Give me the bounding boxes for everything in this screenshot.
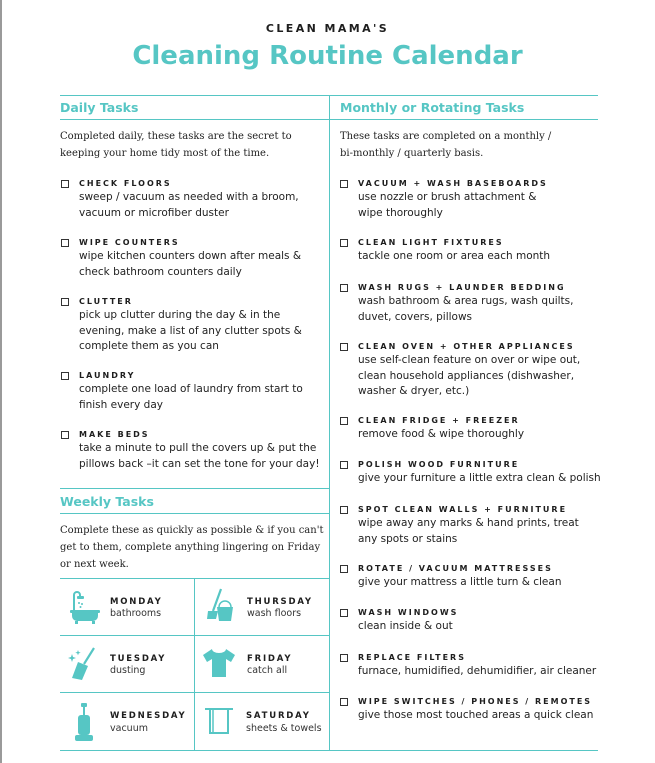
- checkbox[interactable]: [340, 180, 348, 188]
- task-line: take a minute to pull the covers up & put the: [79, 442, 317, 454]
- weekly-task: sheets & towels: [246, 723, 322, 734]
- checkbox[interactable]: [61, 180, 69, 188]
- weekly-day: MONDAY: [110, 597, 163, 607]
- divider-bottom: [60, 750, 598, 751]
- shirt-icon: [201, 646, 237, 680]
- weekly-task: vacuum: [110, 723, 148, 734]
- weekly-day: SATURDAY: [246, 711, 311, 721]
- task-line: give those most touched areas a quick clean: [358, 709, 594, 721]
- task-name: SPOT CLEAN WALLS + FURNITURE: [358, 505, 568, 514]
- weekly-cell-tuesday: [60, 636, 194, 692]
- task-line: remove food & wipe thoroughly: [358, 428, 525, 440]
- task-name: LAUNDRY: [79, 371, 136, 380]
- daily-intro-line: keeping your home tidy most of the time.: [60, 148, 270, 159]
- weekly-cell-wednesday: [60, 693, 194, 750]
- task-line: tackle one room or area each month: [358, 250, 551, 262]
- task-line: wipe away any marks & hand prints, treat: [358, 517, 579, 529]
- task-line: evening, make a list of any clutter spots &: [79, 324, 302, 337]
- bathtub-icon: [68, 589, 102, 625]
- task-line: check bathroom counters daily: [79, 265, 242, 278]
- task-line: complete them as you can: [79, 340, 219, 352]
- task-line: washer & dryer, etc.): [358, 385, 470, 397]
- task-name: POLISH WOOD FURNITURE: [358, 460, 520, 469]
- checkbox[interactable]: [340, 461, 348, 469]
- checkbox[interactable]: [61, 431, 69, 439]
- task-description: [358, 427, 524, 443]
- task-description: [358, 249, 550, 265]
- task-description: [79, 441, 320, 472]
- mop-bucket-icon: [201, 587, 237, 627]
- task-name: CLUTTER: [79, 297, 133, 306]
- checkbox[interactable]: [340, 506, 348, 514]
- vacuum-icon: [70, 701, 98, 745]
- task-description: [358, 294, 573, 325]
- weekly-intro-line: get to them, complete anything lingering on Friday: [60, 542, 321, 553]
- task-name: MAKE BEDS: [79, 430, 150, 439]
- divider-weekly-heading: [60, 513, 329, 514]
- checkbox[interactable]: [340, 343, 348, 351]
- task-description: [358, 664, 596, 680]
- task-line: use self-clean feature on over or wipe out,: [358, 354, 581, 366]
- monthly-intro-line: bi-monthly / quarterly basis.: [340, 148, 484, 159]
- task-description: [358, 708, 593, 724]
- task-description: [79, 249, 301, 280]
- task-description: [358, 619, 453, 635]
- task-line: any spots or stains: [358, 532, 458, 545]
- weekly-day: TUESDAY: [110, 654, 167, 664]
- task-description: [358, 353, 580, 400]
- task-line: duvet, covers, pillows: [358, 310, 473, 323]
- task-name: WASH WINDOWS: [358, 608, 459, 617]
- checkbox[interactable]: [340, 417, 348, 425]
- task-line: complete one load of laundry from start to: [79, 383, 303, 395]
- task-name: WIPE SWITCHES / PHONES / REMOTES: [358, 697, 593, 706]
- checkbox[interactable]: [340, 239, 348, 247]
- task-name: VACUUM + WASH BASEBOARDS: [358, 179, 548, 188]
- checkbox[interactable]: [61, 239, 69, 247]
- task-line: pillows back –it can set the tone for your day!: [79, 457, 320, 470]
- task-line: wash bathroom & area rugs, wash quilts,: [358, 295, 574, 307]
- divider-column: [329, 95, 330, 750]
- task-line: give your furniture a little extra clean & polish: [358, 472, 601, 484]
- task-line: furnace, humidified, dehumidifier, air cleaner: [358, 665, 597, 677]
- checkbox[interactable]: [340, 609, 348, 617]
- weekly-intro-line: or next week.: [60, 559, 129, 570]
- divider-weekly-top: [60, 488, 329, 489]
- checkbox[interactable]: [340, 698, 348, 706]
- task-name: WIPE COUNTERS: [79, 238, 180, 247]
- task-description: [79, 190, 299, 221]
- weekly-task: wash floors: [247, 608, 302, 619]
- checkbox[interactable]: [61, 372, 69, 380]
- towel-icon: [203, 705, 235, 737]
- task-description: [358, 516, 579, 547]
- brand-name: CLEAN MAMA'S: [265, 22, 390, 35]
- task-name: CHECK FLOORS: [79, 179, 172, 188]
- weekly-day: FRIDAY: [247, 654, 293, 664]
- duster-icon: [66, 644, 102, 684]
- weekly-task: dusting: [110, 665, 146, 676]
- task-description: [79, 382, 303, 413]
- weekly-intro-line: Complete these as quickly as possible & if you can't: [60, 525, 324, 536]
- task-line: finish every day: [79, 398, 163, 411]
- task-name: REPLACE FILTERS: [358, 653, 466, 662]
- weekly-cell-monday: [60, 579, 194, 635]
- task-line: clean inside & out: [358, 620, 453, 632]
- daily-intro: [60, 128, 292, 162]
- task-name: CLEAN LIGHT FIXTURES: [358, 238, 504, 247]
- task-description: [358, 575, 561, 591]
- task-line: wipe thoroughly: [358, 206, 443, 219]
- task-description: [79, 308, 302, 355]
- weekly-intro: [60, 522, 323, 573]
- task-line: pick up clutter during the day & in the: [79, 309, 281, 321]
- task-name: WASH RUGS + LAUNDER BEDDING: [358, 283, 566, 292]
- monthly-heading: Monthly or Rotating Tasks: [340, 100, 525, 115]
- daily-heading: Daily Tasks: [60, 100, 139, 115]
- monthly-intro-line: These tasks are completed on a monthly /: [340, 131, 552, 142]
- weekly-day: WEDNESDAY: [110, 711, 187, 721]
- task-line: vacuum or microfiber duster: [79, 206, 229, 219]
- task-line: sweep / vacuum as needed with a broom,: [79, 191, 299, 203]
- task-line: give your mattress a little turn & clean: [358, 576, 562, 588]
- checkbox[interactable]: [340, 565, 348, 573]
- checkbox[interactable]: [340, 284, 348, 292]
- weekly-cell-friday: [195, 636, 329, 692]
- task-description: [358, 190, 536, 221]
- task-line: wipe kitchen counters down after meals &: [79, 250, 302, 262]
- weekly-cell-saturday: [195, 693, 329, 750]
- weekly-task: catch all: [247, 665, 288, 676]
- task-name: CLEAN FRIDGE + FREEZER: [358, 416, 520, 425]
- weekly-heading: Weekly Tasks: [60, 494, 154, 509]
- monthly-intro: [340, 128, 551, 162]
- page-edge: [0, 0, 2, 763]
- task-description: [358, 471, 601, 487]
- task-name: ROTATE / VACUUM MATTRESSES: [358, 564, 553, 573]
- task-name: CLEAN OVEN + OTHER APPLIANCES: [358, 342, 575, 351]
- checkbox[interactable]: [61, 298, 69, 306]
- daily-intro-line: Completed daily, these tasks are the secret to: [60, 131, 292, 142]
- task-line: clean household appliances (dishwasher,: [358, 369, 575, 382]
- weekly-day: THURSDAY: [247, 597, 313, 607]
- weekly-cell-thursday: [195, 579, 329, 635]
- checkbox[interactable]: [340, 654, 348, 662]
- task-line: use nozzle or brush attachment &: [358, 191, 537, 203]
- page-title: Cleaning Routine Calendar: [132, 41, 523, 71]
- weekly-task: bathrooms: [110, 608, 162, 619]
